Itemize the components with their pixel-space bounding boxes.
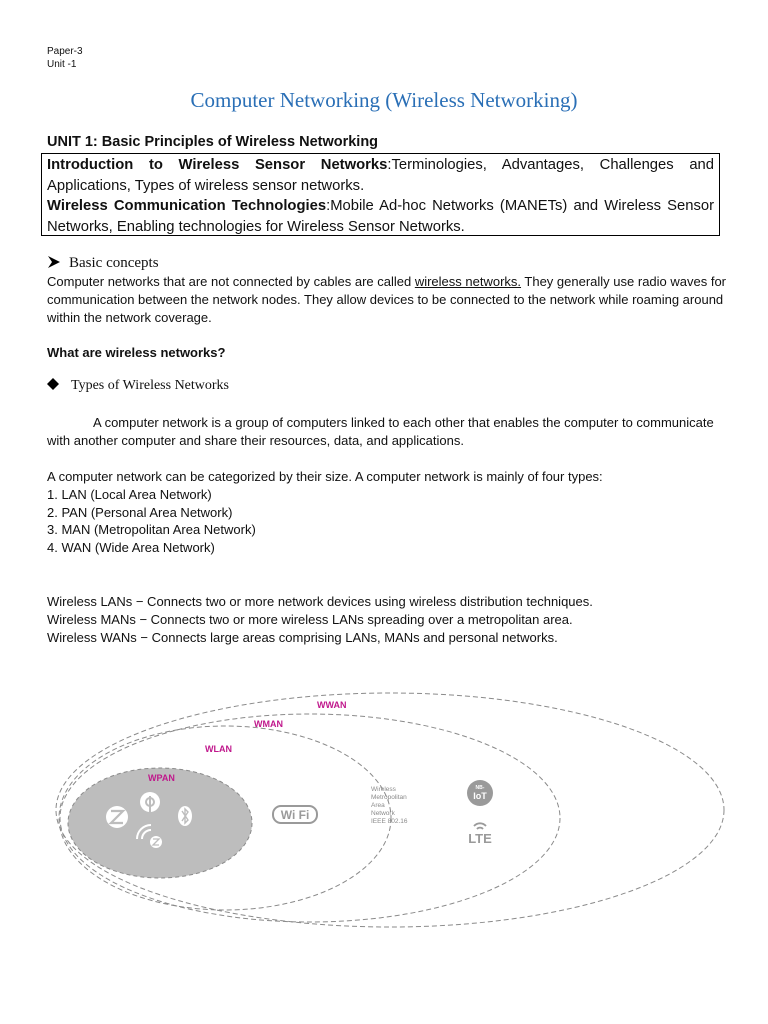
list-item: 2. PAN (Personal Area Network) — [47, 504, 233, 520]
basic-concepts-heading — [47, 255, 159, 272]
syllabus-paragraph-2 — [47, 196, 714, 237]
paragraph-text: They generally use radio waves for communication between the network nodes. They allow devices to be connected to the network while roaming around within the network coverage. — [47, 274, 727, 325]
diamond-bullet-icon — [47, 378, 59, 390]
man-text-line: IEEE 802.16 — [371, 818, 408, 825]
man-text-line: Area — [371, 802, 385, 809]
list-item: 3. MAN (Metropolitan Area Network) — [47, 522, 256, 537]
zigbee-icon — [106, 806, 128, 828]
syllabus-topic-1: Introduction to Wireless Sensor Networks — [47, 157, 388, 173]
types-heading — [47, 378, 229, 394]
paper-label: Paper-3 — [47, 46, 83, 57]
man-description — [371, 786, 408, 825]
unit-heading: UNIT 1: Basic Principles of Wireless Networking — [47, 134, 379, 150]
nbiot-top-label: NB- — [475, 785, 485, 791]
lte-label: LTE — [468, 831, 492, 846]
list-item: 1. LAN (Local Area Network) — [47, 487, 212, 502]
list-item: 4. WAN (Wide Area Network) — [47, 539, 215, 555]
man-text-line: Metropolitan — [371, 794, 407, 801]
man-text-line: Wireless — [371, 786, 396, 793]
basic-concepts-title: Basic concepts — [69, 255, 159, 271]
wifi-logo-icon — [273, 806, 317, 823]
paragraph-text: Computer networks that are not connected by cables are called — [47, 274, 415, 289]
syllabus-topic-1-details: :Terminologies, Advantages, Challenges and Applications, Types of wireless sensor networks. — [47, 157, 715, 194]
wman-label: WMAN — [254, 719, 283, 729]
syllabus-paragraph-1 — [47, 155, 714, 196]
wlan-label: WLAN — [205, 744, 232, 754]
wireless-networks-link[interactable]: wireless networks. — [414, 274, 522, 289]
syllabus-topic-2-details: :Mobile Ad-hoc Networks (MANETs) and Wireless Sensor Networks, Enabling technologies for Wireless Sensor Networks. — [47, 198, 715, 235]
syllabus-box — [41, 153, 720, 236]
basic-concepts-paragraph — [47, 273, 737, 327]
man-text-line: Network — [371, 810, 395, 817]
types-paragraph: A computer network is a group of computers linked to each other that enables the computer to communicate with another computer and share their resources, data, and applications. — [47, 415, 714, 448]
enocean-icon — [140, 792, 160, 812]
arrow-bullet-icon — [47, 256, 61, 268]
unit-label: Unit -1 — [47, 59, 77, 70]
nbiot-icon — [467, 780, 493, 806]
wpan-ellipse — [68, 768, 252, 878]
nbiot-bottom-label: IoT — [473, 791, 487, 801]
types-title: Types of Wireless Networks — [71, 378, 229, 393]
categorized-sentence: A computer network can be categorized by their size. A computer network is mainly of four types: — [47, 469, 603, 484]
wwan-label: WWAN — [317, 700, 347, 710]
question-heading: What are wireless networks? — [47, 345, 226, 360]
wifi-label: Wi Fi — [280, 808, 310, 822]
wireless-wans-line: Wireless WANs − Connects large areas comprising LANs, MANs and personal networks. — [47, 630, 558, 645]
lte-icon — [468, 823, 492, 846]
syllabus-topic-2: Wireless Communication Technologies — [47, 198, 327, 214]
page-title: Computer Networking (Wireless Networking) — [190, 88, 578, 112]
wireless-network-diagram — [40, 680, 730, 930]
wireless-lans-line: Wireless LANs − Connects two or more network devices using wireless distribution techniques. — [47, 594, 593, 609]
wpan-label: WPAN — [148, 773, 175, 783]
bluetooth-icon — [178, 806, 192, 826]
wireless-mans-line: Wireless MANs − Connects two or more wireless LANs spreading over a metropolitan area. — [47, 612, 573, 627]
network-types-list — [47, 486, 256, 556]
